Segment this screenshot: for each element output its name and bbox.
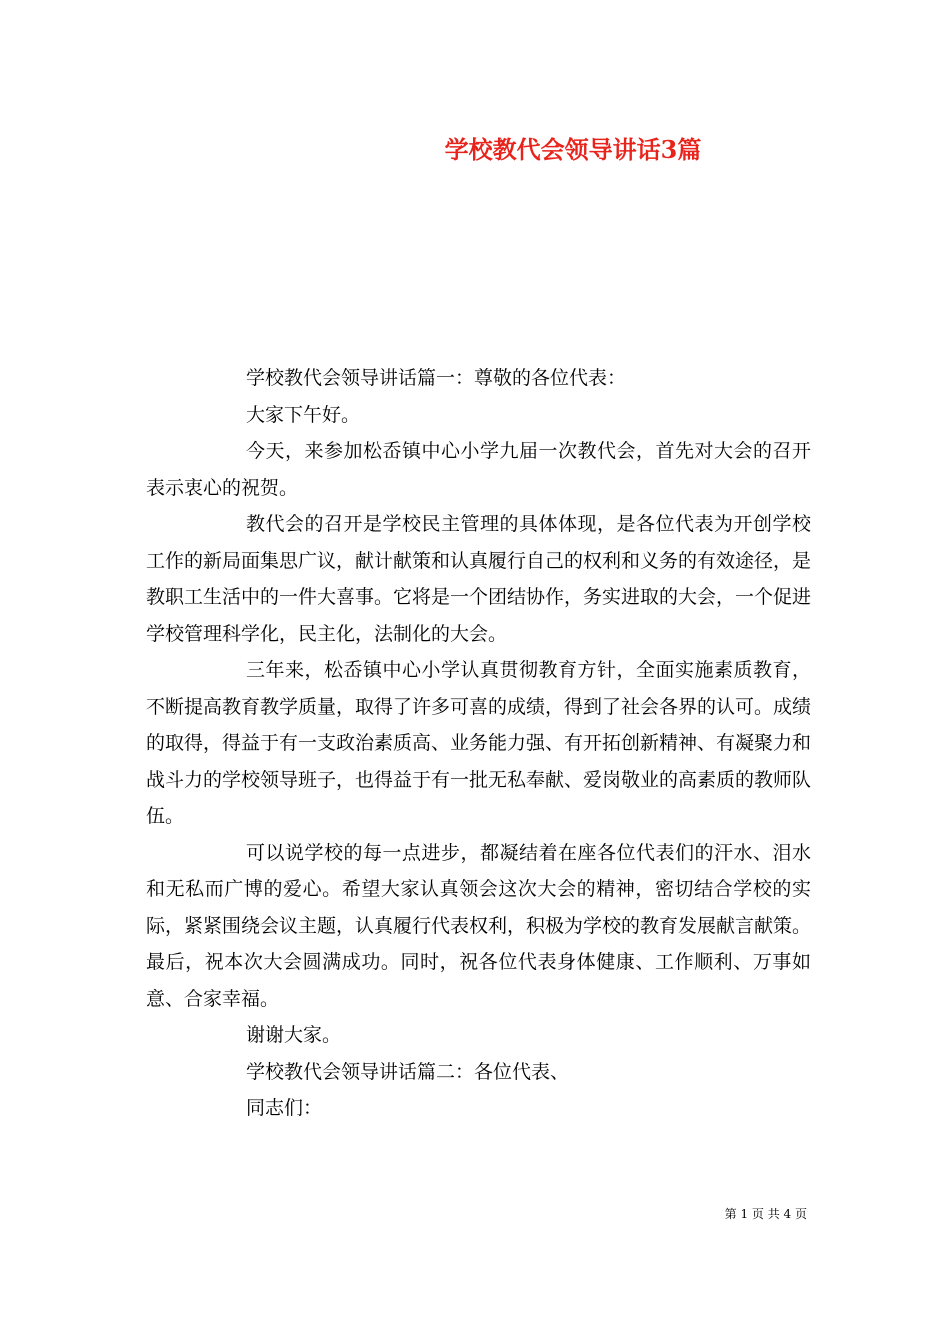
document-title: 学校教代会领导讲话3篇 xyxy=(444,135,702,164)
document-body xyxy=(146,360,811,1127)
paragraph: 同志们： xyxy=(246,1097,323,1119)
paragraph: 大家下午好。 xyxy=(246,403,361,426)
paragraph: 学校教代会领导讲话篇一：尊敬的各位代表： xyxy=(246,367,627,389)
paragraph: 学校教代会领导讲话篇二：各位代表、 xyxy=(246,1060,570,1083)
paragraph: 可以说学校的每一点进步，都凝结着在座各位代表们的汗水、泪水和无私而广博的爱心。希望大家认真领会这次大会的精神，密切结合学校的实际，紧紧围绕会议主题，认真履行代表权利，积极为学校的教育发展献言献策。最后，祝本次大会圆满成功。同时，祝各位代表身体健康、工作顺利、万事如意、合家幸福。 xyxy=(146,841,812,1010)
paragraph: 谢谢大家。 xyxy=(246,1024,342,1046)
page-number-footer: 第 1 页 共 4 页 xyxy=(724,1207,807,1221)
paragraph: 教代会的召开是学校民主管理的具体体现，是各位代表为开创学校工作的新局面集思广议，献计献策和认真履行自己的权利和义务的有效途径，是教职工生活中的一件大喜事。它将是一个团结协作，务实进取的大会，一个促进学校管理科学化，民主化，法制化的大会。 xyxy=(146,513,812,645)
paragraph: 三年来，松岙镇中心小学认真贯彻教育方针，全面实施素质教育，不断提高教育教学质量，取得了许多可喜的成绩，得到了社会各界的认可。成绩的取得，得益于有一支政治素质高、业务能力强、有开拓创新精神、有凝聚力和战斗力的学校领导班子，也得益于有一批无私奉献、爱岗敬业的高素质的教师队伍。 xyxy=(146,659,812,827)
paragraph: 今天，来参加松岙镇中心小学九届一次教代会，首先对大会的召开表示衷心的祝贺。 xyxy=(146,440,811,499)
